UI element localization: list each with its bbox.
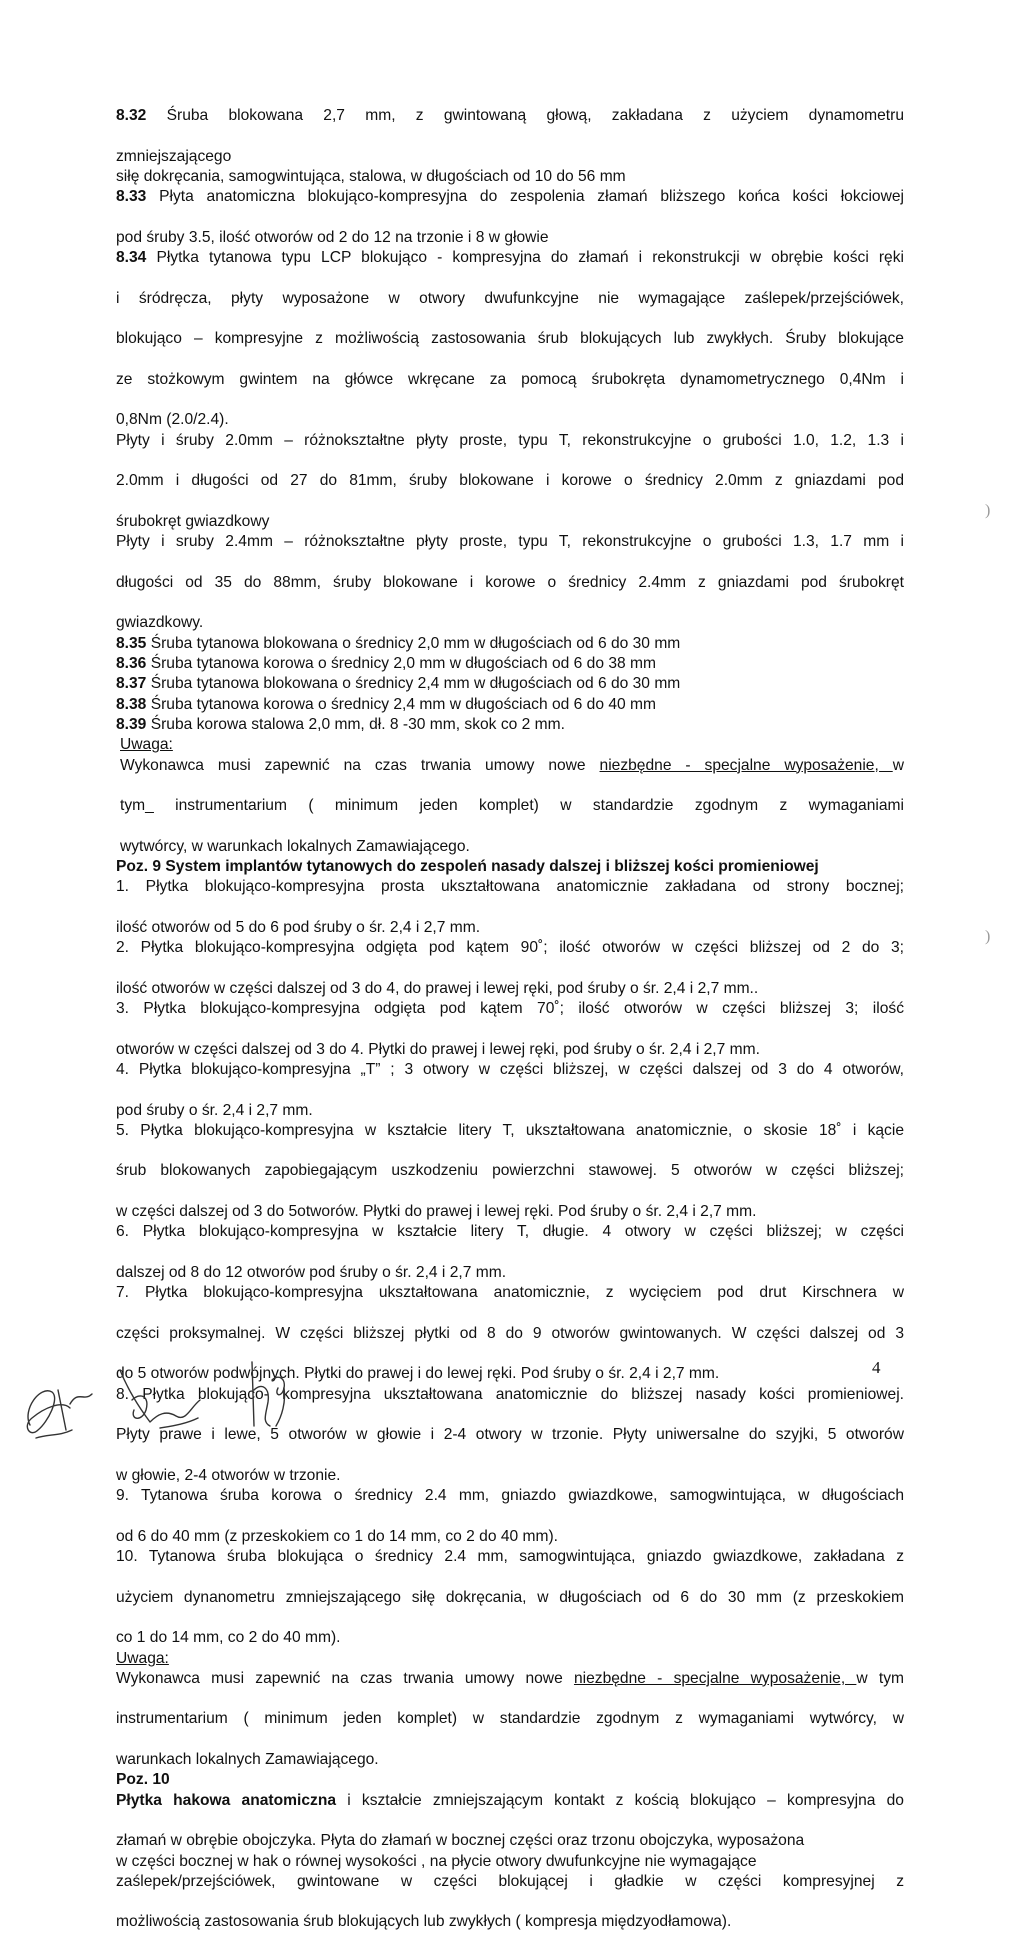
line-text: od 6 do 40 mm (z przeskokiem co 1 do 14 mm, co 2 do 40 mm). xyxy=(116,1527,559,1545)
text-line xyxy=(116,1283,904,1324)
item-number: 8.38 xyxy=(116,695,147,713)
line-text: 9. Tytanowa śruba korowa o średnicy 2.4 mm, gniazdo gwiazdkowe, samogwintująca, w długościach xyxy=(116,1487,904,1505)
line-text: zaślepek/przejściówek, gwintowane w części blokującej i gładkie w części kompresyjnej z xyxy=(116,1872,904,1890)
item-number: 8.37 xyxy=(116,675,147,693)
line-text: Śruba tytanowa blokowana o średnicy 2,4 mm w długościach od 6 do 30 mm xyxy=(146,675,681,693)
text-line xyxy=(116,1872,904,1913)
text-line xyxy=(116,613,904,633)
line-text: 10. Tytanowa śruba blokująca o średnicy 2.4 mm, samogwintująca, gniazdo gwiazdkowe, zakładana z xyxy=(116,1548,904,1566)
text-line xyxy=(116,695,904,715)
text-line xyxy=(116,1101,904,1121)
text-line xyxy=(116,1912,904,1932)
line-text: 3. Płytka blokująco-kompresyjna odgięta pod kątem 70˚; ilość otworów w części bliższej 3; ilość xyxy=(116,1000,904,1018)
line-text: Śruba tytanowa blokowana o średnicy 2,0 mm w długościach od 6 do 30 mm xyxy=(146,634,681,652)
text-line xyxy=(116,999,904,1040)
text-line xyxy=(116,187,904,228)
handwritten-signatures-icon xyxy=(0,1330,330,1450)
text-line xyxy=(116,471,904,512)
item-number: 8.39 xyxy=(116,715,147,733)
note-label: Uwaga: xyxy=(116,1649,169,1667)
text-line xyxy=(116,1588,904,1629)
text-line xyxy=(116,1628,904,1648)
text-line xyxy=(116,228,904,248)
text-line xyxy=(116,410,904,430)
poz10-first-line: Płytka hakowa anatomiczna i kształcie zmniejszającym kontakt z kością blokująco – kompresyjna do xyxy=(116,1791,904,1809)
text-line xyxy=(116,1852,904,1872)
text-line xyxy=(116,289,904,330)
text-line xyxy=(116,1161,904,1202)
text-line xyxy=(116,147,904,167)
line-text: ilość otworów w części dalszej od 3 do 4, do prawej i lewej ręki, pod śruby o śr. 2,4 i 2,7 mm.. xyxy=(116,979,759,997)
text-line xyxy=(116,106,904,147)
line-text: 4. Płytka blokująco-kompresyjna „T” ; 3 otwory w części bliższej, w części dalszej od 3 do 4 otworów, xyxy=(116,1060,904,1078)
line-text: 2.0mm i długości od 27 do 81mm, śruby blokowane i korowe o średnicy 2.0mm z gniazdami pod xyxy=(116,472,904,490)
item-number: 8.34 xyxy=(116,249,147,267)
text-line xyxy=(116,938,904,979)
text-line xyxy=(116,715,904,735)
text-line xyxy=(116,573,904,614)
line-text: długości od 35 do 88mm, śruby blokowane i korowe o średnicy 2.4mm z gniazdami pod śrubokręt xyxy=(116,573,904,591)
line-text: 0,8Nm (2.0/2.4). xyxy=(116,411,229,429)
item-number: 8.33 xyxy=(116,188,147,206)
line-text: co 1 do 14 mm, co 2 do 40 mm). xyxy=(116,1629,341,1647)
line-text: Płytka tytanowa typu LCP blokująco - kompresyjna do złamań i rekonstrukcji w obrębie kości ręki xyxy=(146,249,904,267)
text-line xyxy=(116,1263,904,1283)
text-line xyxy=(116,877,904,918)
line-text: części proksymalnej. W części bliższej płytki od 8 do 9 otworów gwintowanych. W części dalszej od 3 xyxy=(116,1324,904,1342)
line-text: otworów w części dalszej od 3 do 4. Płytki do prawej i lewej ręki, pod śruby o śr. 2,4 i 2,7 mm. xyxy=(116,1040,760,1058)
line-text: blokująco – kompresyjne z możliwością zastosowania śrub blokujących lub zwykłych. Śruby blokujące xyxy=(116,330,904,348)
line-text: pod śruby o śr. 2,4 i 2,7 mm. xyxy=(116,1101,313,1119)
line-text: gwiazdkowy. xyxy=(116,614,204,632)
text-line xyxy=(116,654,904,674)
text-line xyxy=(116,918,904,938)
line-text: Śruba blokowana 2,7 mm, z gwintowaną głową, zakładana z użyciem dynamometru xyxy=(146,107,904,124)
line-text: możliwością zastosowania śrub blokujących lub zwykłych ( kompresja międzyodłamowa). xyxy=(116,1913,732,1931)
line-text: w części dalszej od 3 do 5otworów. Płytki do prawej i lewej ręki. Pod śruby o śr. 2,4 i 2,7 mm. xyxy=(116,1203,757,1221)
note-line: instrumentarium ( minimum jeden komplet) w standardzie zgodnym z wymaganiami wytwórcy, w xyxy=(116,1710,904,1728)
note-line: tym_ instrumentarium ( minimum jeden komplet) w standardzie zgodnym z wymaganiami xyxy=(120,797,904,815)
item-number: 8.36 xyxy=(116,655,147,673)
line-text: śrubokręt gwiazdkowy xyxy=(116,512,270,530)
line-text: w głowie, 2-4 otworów w trzonie. xyxy=(116,1466,341,1484)
text-line xyxy=(116,532,904,573)
text-line xyxy=(116,1121,904,1162)
line-text: Śruba korowa stalowa 2,0 mm, dł. 8 -30 mm, skok co 2 mm. xyxy=(146,715,565,733)
line-text: Płyty i sruby 2.4mm – różnokształtne płyty proste, typu T, rekonstrukcyjne o grubości 1.3, 1.7 mm i xyxy=(116,533,904,551)
note-line: Wykonawca musi zapewnić na czas trwania umowy nowe niezbędne - specjalne wyposażenie, w tym xyxy=(116,1669,904,1687)
section-heading-poz10: Poz. 10 xyxy=(116,1771,170,1789)
text-line xyxy=(116,329,904,370)
margin-mark: ) xyxy=(985,502,991,519)
line-text: 8. Płytka blokująco- kompresyjna ukształtowana anatomicznie do bliższej nasady kości promieniowej. xyxy=(116,1385,904,1403)
note-line: wytwórcy, w warunkach lokalnych Zamawiającego. xyxy=(120,837,470,855)
margin-mark: ) xyxy=(985,928,991,945)
line-text: Płyta anatomiczna blokująco-kompresyjna do zespolenia złamań bliższego końca kości łokciowej xyxy=(146,188,904,206)
line-text: ilość otworów od 5 do 6 pod śruby o śr. 2,4 i 2,7 mm. xyxy=(116,918,481,936)
text-line xyxy=(116,1222,904,1263)
text-line xyxy=(116,979,904,999)
spec-list-poz10 xyxy=(116,1831,904,1932)
item-number: 8.32 xyxy=(116,107,147,124)
line-text: dalszej od 8 do 12 otworów pod śruby o śr. 2,4 i 2,7 mm. xyxy=(116,1263,507,1281)
spec-list-poz9 xyxy=(116,877,904,1648)
line-text: Płyty i śruby 2.0mm – różnokształtne płyty proste, typu T, rekonstrukcyjne o grubości 1.0, 1.2, 1.3 i xyxy=(116,431,904,449)
document-body xyxy=(116,106,904,1933)
text-line xyxy=(116,674,904,694)
note-line: warunkach lokalnych Zamawiającego. xyxy=(116,1751,379,1769)
note-line: Wykonawca musi zapewnić na czas trwania umowy nowe niezbędne - specjalne wyposażenie, w xyxy=(120,756,904,774)
line-text: użyciem dynanometru zmniejszającego siłę dokręcania, w długościach od 6 do 30 mm (z przeskokiem xyxy=(116,1588,904,1606)
page-number: 4 xyxy=(872,1358,881,1377)
text-line xyxy=(116,1202,904,1222)
line-text: zmniejszającego xyxy=(116,147,232,165)
text-line xyxy=(116,370,904,411)
text-line xyxy=(116,1527,904,1547)
item-number: 8.35 xyxy=(116,634,147,652)
line-text: 7. Płytka blokująco-kompresyjna ukształtowana anatomicznie, z wycięciem pod drut Kirschnera w xyxy=(116,1284,904,1302)
line-text: siłę dokręcania, samogwintująca, stalowa, w długościach od 10 do 56 mm xyxy=(116,167,626,185)
section-heading-poz9: Poz. 9 System implantów tytanowych do zespoleń nasady dalszej i bliższej kości promieniowej xyxy=(116,857,819,875)
text-line xyxy=(116,1831,904,1851)
line-text: 6. Płytka blokująco-kompresyjna w kształcie litery T, długie. 4 otwory w części bliższej; w części xyxy=(116,1223,904,1241)
text-line xyxy=(116,634,904,654)
text-line xyxy=(116,431,904,472)
note-block-1 xyxy=(116,735,904,857)
text-line xyxy=(116,167,904,187)
line-text: Śruba tytanowa korowa o średnicy 2,4 mm w długościach od 6 do 40 mm xyxy=(146,695,657,713)
line-text: 5. Płytka blokująco-kompresyjna w kształcie litery T, ukształtowana anatomicznie, o skosie 18˚ i kącie xyxy=(116,1121,904,1139)
line-text: 2. Płytka blokująco-kompresyjna odgięta pod kątem 90˚; ilość otworów w części bliższej od 2 do 3; xyxy=(116,939,904,957)
line-text: ze stożkowym gwintem na główce wkręcane za pomocą śrubokręta dynamometrycznego 0,4Nm i xyxy=(116,370,904,388)
text-line xyxy=(116,512,904,532)
line-text: do 5 otworów podwójnych. Płytki do prawej i do lewej ręki. Pod śruby o śr. 2,4 i 2,7 mm. xyxy=(116,1365,720,1383)
line-text: i śródręcza, płyty wyposażone w otwory dwufunkcyjne nie wymagające zaślepek/przejściówek, xyxy=(116,289,904,307)
line-text: złamań w obrębie obojczyka. Płyta do złamań w bocznej części oraz trzonu obojczyka, wyposażona xyxy=(116,1832,805,1850)
line-text: 1. Płytka blokująco-kompresyjna prosta ukształtowana anatomicznie zakładana od strony bocznej; xyxy=(116,878,904,896)
text-line xyxy=(116,1466,904,1486)
text-line xyxy=(116,1040,904,1060)
line-text: śrub blokowanych zapobiegającym uszkodzeniu powierzchni stawowej. 5 otworów w części bliższej; xyxy=(116,1162,904,1180)
signatures xyxy=(0,1330,330,1450)
spec-list-8 xyxy=(116,106,904,735)
text-line xyxy=(116,1547,904,1588)
text-line xyxy=(116,1060,904,1101)
line-text: w części bocznej w hak o równej wysokości , na płycie otwory dwufunkcyjne nie wymagające xyxy=(116,1852,757,1870)
note-label: Uwaga: xyxy=(120,736,173,754)
note-block-2 xyxy=(116,1649,904,1771)
text-line xyxy=(116,248,904,289)
line-text: pod śruby 3.5, ilość otworów od 2 do 12 na trzonie i 8 w głowie xyxy=(116,228,549,246)
line-text: Płyty prawe i lewe, 5 otworów w głowie i 2-4 otwory w trzonie. Płyty uniwersalne do szyjki, 5 otworów xyxy=(116,1426,904,1444)
text-line xyxy=(116,1486,904,1527)
line-text: Śruba tytanowa korowa o średnicy 2,0 mm w długościach od 6 do 38 mm xyxy=(146,655,657,673)
